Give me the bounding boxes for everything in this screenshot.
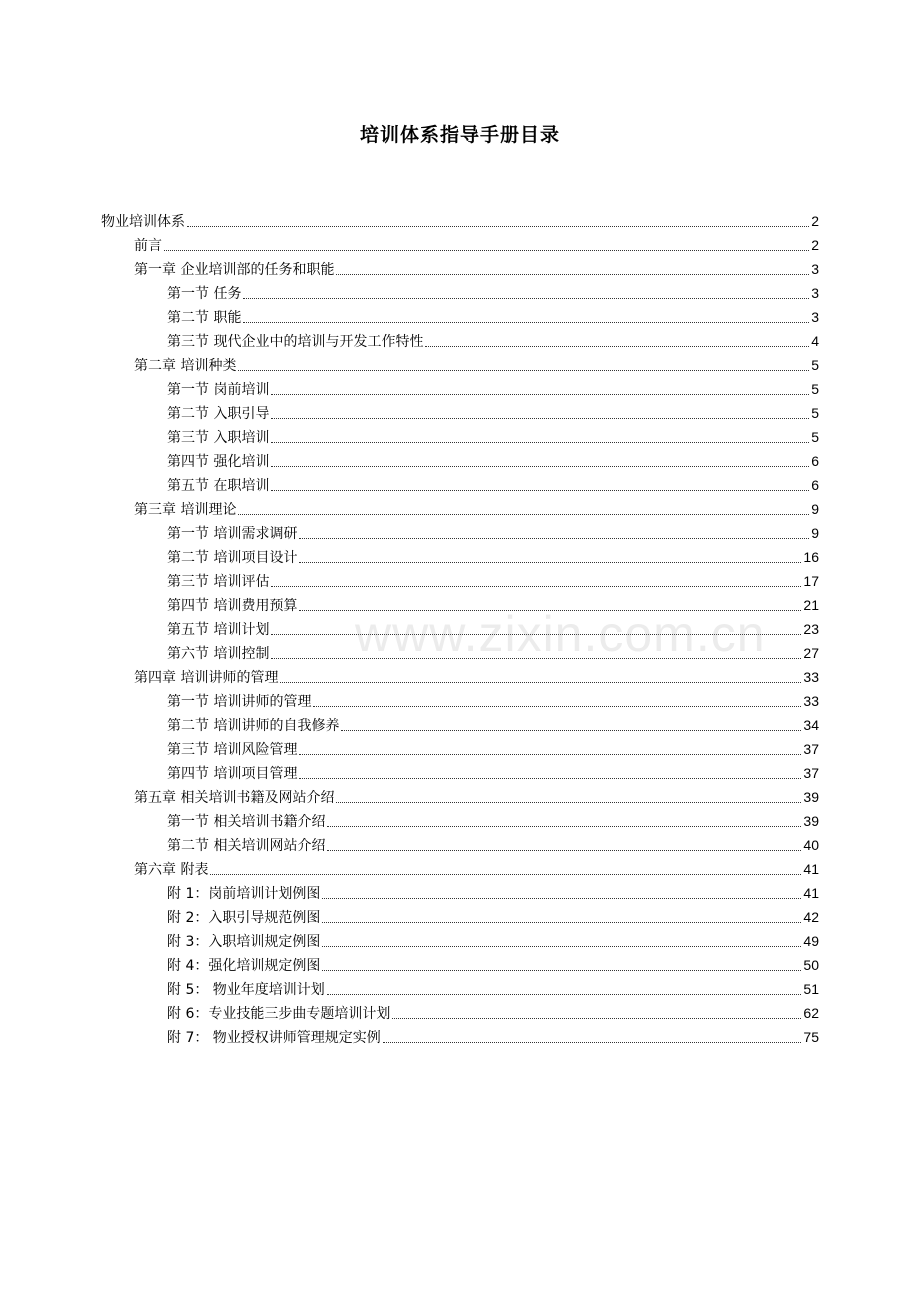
toc-entry-page-number: 33 [803, 693, 819, 709]
toc-entry-label: 第四章 培训讲师的管理 [134, 670, 279, 686]
toc-dot-leader [299, 777, 801, 779]
toc-dot-leader [271, 465, 809, 467]
toc-entry-page-number: 42 [803, 909, 819, 925]
toc-dot-leader [336, 273, 809, 275]
toc-dot-leader [299, 537, 809, 539]
toc-entry[interactable] [101, 809, 819, 833]
toc-entry-page-number: 39 [803, 813, 819, 829]
toc-entry-page-number: 33 [803, 669, 819, 685]
toc-entry-label: 第一节 岗前培训 [167, 382, 270, 398]
toc-entry-page-number: 37 [803, 765, 819, 781]
toc-entry[interactable] [101, 497, 819, 521]
toc-entry-label: 第一节 培训讲师的管理 [167, 694, 312, 710]
toc-entry[interactable] [101, 857, 819, 881]
toc-entry[interactable] [101, 233, 819, 257]
toc-dot-leader [299, 561, 801, 563]
toc-entry-label: 附 5： 物业年度培训计划 [167, 982, 325, 998]
document-title: 培训体系指导手册目录 [359, 124, 560, 146]
toc-entry[interactable] [101, 401, 819, 425]
toc-entry-page-number: 5 [811, 357, 819, 373]
toc-dot-leader [327, 993, 802, 995]
toc-entry-label: 第三节 入职培训 [167, 430, 270, 446]
toc-entry-page-number: 21 [803, 597, 819, 613]
toc-entry-page-number: 23 [803, 621, 819, 637]
toc-entry[interactable] [101, 257, 819, 281]
watermark-text: www.zixin.com.cn [355, 606, 766, 662]
toc-entry-page-number: 5 [811, 381, 819, 397]
toc-entry[interactable] [101, 761, 819, 785]
toc-entry-label: 第一节 培训需求调研 [167, 526, 298, 542]
toc-dot-leader [271, 585, 801, 587]
toc-entry-label: 附 7： 物业授权讲师管理规定实例 [167, 1030, 381, 1046]
toc-entry-page-number: 37 [803, 741, 819, 757]
toc-entry-page-number: 62 [803, 1005, 819, 1021]
toc-entry-label: 第四节 培训费用预算 [167, 598, 298, 614]
toc-dot-leader [313, 705, 801, 707]
toc-dot-leader [271, 441, 809, 443]
toc-entry-page-number: 4 [811, 333, 819, 349]
toc-dot-leader [322, 921, 801, 923]
toc-entry-label: 第六节 培训控制 [167, 646, 270, 662]
toc-dot-leader [322, 945, 801, 947]
toc-dot-leader [327, 849, 801, 851]
toc-entry-label: 第六章 附表 [134, 862, 209, 878]
toc-entry[interactable] [101, 833, 819, 857]
toc-entry-page-number: 34 [803, 717, 819, 733]
toc-dot-leader [322, 897, 801, 899]
toc-entry-label: 附 1：岗前培训计划例图 [167, 886, 321, 902]
toc-entry[interactable] [101, 473, 819, 497]
toc-dot-leader [271, 489, 809, 491]
toc-entry-label: 物业培训体系 [101, 214, 185, 230]
toc-entry[interactable] [101, 1025, 819, 1049]
toc-entry-page-number: 41 [803, 861, 819, 877]
toc-dot-leader [280, 681, 801, 683]
toc-entry[interactable] [101, 209, 819, 233]
toc-dot-leader [243, 297, 809, 299]
toc-entry[interactable] [101, 353, 819, 377]
toc-entry[interactable] [101, 689, 819, 713]
toc-entry-page-number: 27 [803, 645, 819, 661]
toc-entry-label: 第三章 培训理论 [134, 502, 237, 518]
toc-entry[interactable] [101, 737, 819, 761]
toc-entry[interactable] [101, 305, 819, 329]
toc-entry-page-number: 40 [803, 837, 819, 853]
toc-entry-page-number: 2 [811, 237, 819, 253]
toc-entry-label: 附 6：专业技能三步曲专题培训计划 [167, 1006, 391, 1022]
toc-entry-page-number: 3 [811, 261, 819, 277]
toc-entry-label: 第一节 任务 [167, 286, 242, 302]
toc-entry-label: 前言 [134, 238, 162, 254]
toc-entry-page-number: 6 [811, 453, 819, 469]
toc-entry[interactable] [101, 641, 819, 665]
toc-entry-label: 第三节 培训评估 [167, 574, 270, 590]
toc-dot-leader [299, 753, 801, 755]
toc-entry-label: 第二节 培训讲师的自我修养 [167, 718, 340, 734]
toc-entry-page-number: 16 [803, 549, 819, 565]
toc-entry-label: 附 4：强化培训规定例图 [167, 958, 321, 974]
toc-entry-page-number: 9 [811, 525, 819, 541]
toc-entry[interactable] [101, 1001, 819, 1025]
toc-entry[interactable] [101, 881, 819, 905]
toc-entry-label: 第二节 职能 [167, 310, 242, 326]
toc-entry-label: 第二节 培训项目设计 [167, 550, 298, 566]
toc-entry[interactable] [101, 281, 819, 305]
toc-entry[interactable] [101, 449, 819, 473]
toc-dot-leader [187, 225, 809, 227]
toc-dot-leader [425, 345, 809, 347]
toc-entry-page-number: 49 [803, 933, 819, 949]
toc-dot-leader [164, 249, 809, 251]
toc-entry[interactable] [101, 593, 819, 617]
toc-entry-page-number: 6 [811, 477, 819, 493]
toc-dot-leader [322, 969, 801, 971]
toc-dot-leader [341, 729, 801, 731]
table-of-contents [101, 209, 819, 1049]
toc-entry-label: 第四节 培训项目管理 [167, 766, 298, 782]
toc-entry[interactable] [101, 665, 819, 689]
toc-entry[interactable] [101, 329, 819, 353]
toc-entry-page-number: 2 [811, 213, 819, 229]
toc-dot-leader [210, 873, 801, 875]
toc-dot-leader [238, 513, 809, 515]
toc-entry-label: 第三节 培训风险管理 [167, 742, 298, 758]
toc-dot-leader [271, 417, 809, 419]
toc-entry[interactable] [101, 521, 819, 545]
toc-entry-page-number: 5 [811, 405, 819, 421]
toc-dot-leader [243, 321, 809, 323]
toc-entry-page-number: 9 [811, 501, 819, 517]
toc-entry-label: 第二节 相关培训网站介绍 [167, 838, 326, 854]
toc-entry-page-number: 5 [811, 429, 819, 445]
toc-dot-leader [299, 609, 801, 611]
toc-dot-leader [327, 825, 801, 827]
toc-dot-leader [271, 393, 809, 395]
toc-entry[interactable] [101, 953, 819, 977]
toc-entry[interactable] [101, 905, 819, 929]
toc-entry-page-number: 50 [803, 957, 819, 973]
toc-entry[interactable] [101, 929, 819, 953]
toc-entry[interactable] [101, 785, 819, 809]
toc-entry[interactable] [101, 977, 819, 1001]
toc-entry-page-number: 3 [811, 309, 819, 325]
toc-entry-label: 第五章 相关培训书籍及网站介绍 [134, 790, 335, 806]
toc-entry-page-number: 17 [803, 573, 819, 589]
toc-entry-label: 第一节 相关培训书籍介绍 [167, 814, 326, 830]
toc-dot-leader [383, 1041, 802, 1043]
toc-entry-label: 附 2：入职引导规范例图 [167, 910, 321, 926]
toc-entry[interactable] [101, 545, 819, 569]
toc-entry-page-number: 51 [803, 981, 819, 997]
toc-dot-leader [238, 369, 809, 371]
toc-entry[interactable] [101, 377, 819, 401]
toc-entry[interactable] [101, 425, 819, 449]
toc-dot-leader [271, 633, 801, 635]
toc-entry-page-number: 3 [811, 285, 819, 301]
toc-entry-label: 第四节 强化培训 [167, 454, 270, 470]
toc-dot-leader [392, 1017, 801, 1019]
toc-entry[interactable] [101, 713, 819, 737]
toc-entry-label: 第一章 企业培训部的任务和职能 [134, 262, 335, 278]
toc-entry-label: 第三节 现代企业中的培训与开发工作特性 [167, 334, 424, 350]
toc-entry-page-number: 39 [803, 789, 819, 805]
toc-entry[interactable] [101, 569, 819, 593]
toc-dot-leader [271, 657, 801, 659]
toc-entry-page-number: 41 [803, 885, 819, 901]
toc-dot-leader [336, 801, 801, 803]
toc-entry-label: 第五节 在职培训 [167, 478, 270, 494]
toc-entry-label: 附 3：入职培训规定例图 [167, 934, 321, 950]
toc-entry-label: 第二节 入职引导 [167, 406, 270, 422]
toc-entry-page-number: 75 [803, 1029, 819, 1045]
toc-entry-label: 第二章 培训种类 [134, 358, 237, 374]
toc-entry-label: 第五节 培训计划 [167, 622, 270, 638]
toc-entry[interactable] [101, 617, 819, 641]
